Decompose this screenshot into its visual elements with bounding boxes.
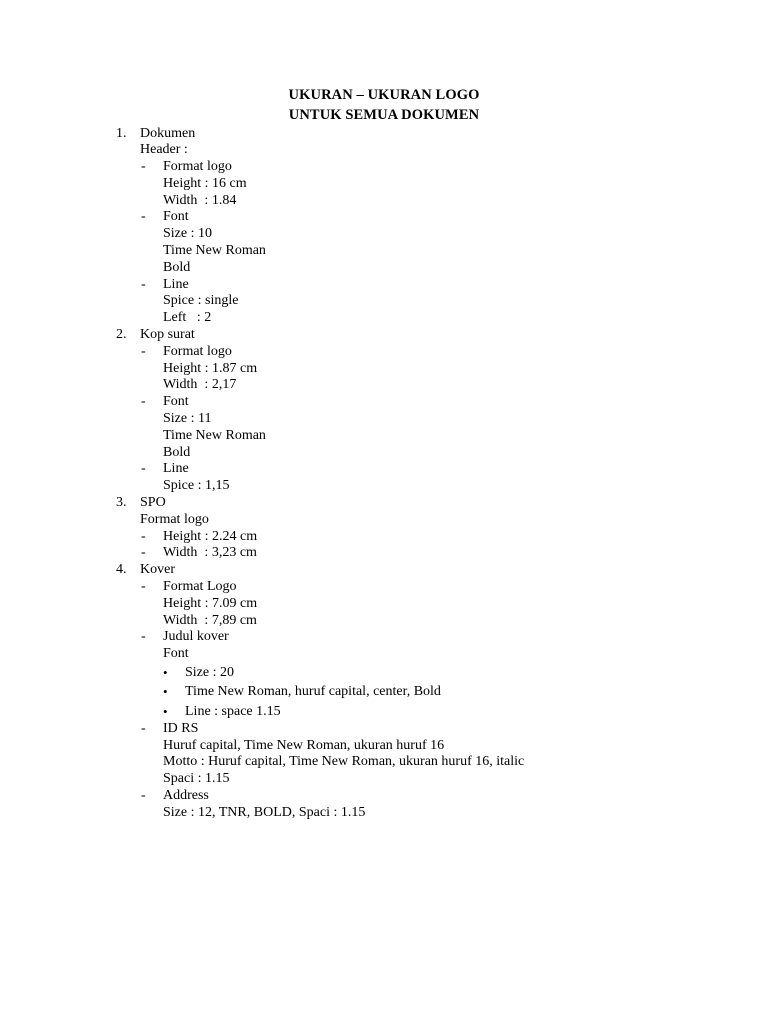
item-text: Bold xyxy=(163,444,191,460)
item-text: Size : 11 xyxy=(163,411,212,427)
sub-list-item xyxy=(0,529,768,546)
sub-list-item xyxy=(0,277,768,294)
item-text: Format logo xyxy=(163,159,232,175)
list-item xyxy=(0,512,768,529)
dash-marker: - xyxy=(141,159,146,175)
item-text: Font xyxy=(163,394,189,410)
number-marker: 1. xyxy=(116,125,127,141)
item-text: Format logo xyxy=(163,343,232,359)
sub-list-item xyxy=(0,545,768,562)
item-text: Motto : Huruf capital, Time New Roman, ukuran huruf 16, italic xyxy=(163,754,525,770)
list-item xyxy=(0,327,768,344)
item-text: Format logo xyxy=(140,511,209,527)
item-text: Huruf capital, Time New Roman, ukuran huruf 16 xyxy=(163,737,445,753)
sub-list-item xyxy=(0,579,768,596)
list-item xyxy=(0,126,768,143)
item-text: Time New Roman, huruf capital, center, Bold xyxy=(185,684,441,700)
bullet-marker: • xyxy=(163,665,168,680)
number-marker: 2. xyxy=(116,327,127,343)
sub-list-item xyxy=(0,411,768,428)
sub-list-item xyxy=(0,646,768,663)
dash-marker: - xyxy=(141,528,146,544)
sub-list-item xyxy=(0,209,768,226)
sub-list-item xyxy=(0,344,768,361)
item-text: Kover xyxy=(140,562,175,578)
bullet-item xyxy=(0,663,768,682)
item-text: Address xyxy=(163,788,209,804)
item-text: Width : 1.84 xyxy=(163,192,237,208)
item-text: Size : 20 xyxy=(185,665,234,680)
sub-list-item xyxy=(0,445,768,462)
sub-list-item xyxy=(0,361,768,378)
item-text: Height : 16 cm xyxy=(163,175,247,191)
item-text: Judul kover xyxy=(163,629,229,645)
item-text: ID RS xyxy=(163,720,199,736)
sub-list-item xyxy=(0,805,768,822)
sub-list-item xyxy=(0,721,768,738)
item-text: Spaci : 1.15 xyxy=(163,771,230,787)
dash-marker: - xyxy=(141,545,146,561)
item-text: Line xyxy=(163,276,189,292)
dash-marker: - xyxy=(141,579,146,595)
document-title-line-2: UNTUK SEMUA DOKUMEN xyxy=(288,107,480,123)
item-text: Spice : 1,15 xyxy=(163,478,230,494)
item-text: Spice : single xyxy=(163,293,239,309)
bullet-item xyxy=(0,682,768,701)
item-text: SPO xyxy=(140,495,166,511)
item-text: Height : 7.09 cm xyxy=(163,595,258,611)
sub-list-item xyxy=(0,293,768,310)
item-text: Header : xyxy=(140,142,188,158)
number-marker: 4. xyxy=(116,562,127,578)
sub-list-item xyxy=(0,788,768,805)
dash-marker: - xyxy=(141,788,146,804)
number-marker: 3. xyxy=(116,495,127,511)
sub-list-item xyxy=(0,596,768,613)
item-text: Font xyxy=(163,209,189,225)
item-text: Left : 2 xyxy=(163,310,212,326)
sub-list-item xyxy=(0,226,768,243)
sub-list-item xyxy=(0,260,768,277)
item-text: Size : 12, TNR, BOLD, Spaci : 1.15 xyxy=(163,804,366,820)
sub-list-item xyxy=(0,428,768,445)
bullet-marker: • xyxy=(163,703,168,719)
item-text: Time New Roman xyxy=(163,427,266,443)
item-text: Font xyxy=(163,646,189,662)
sub-list-item xyxy=(0,243,768,260)
item-text: Width : 2,17 xyxy=(163,377,237,393)
dash-marker: - xyxy=(141,461,146,477)
dash-marker: - xyxy=(141,209,146,225)
list-item xyxy=(0,495,768,512)
dash-marker: - xyxy=(141,343,146,359)
sub-list-item xyxy=(0,193,768,210)
sub-list-item xyxy=(0,377,768,394)
sub-list-item xyxy=(0,176,768,193)
dash-marker: - xyxy=(141,720,146,736)
bullet-item xyxy=(0,702,768,721)
item-text: Width : 7,89 cm xyxy=(163,612,257,628)
item-text: Time New Roman xyxy=(163,243,266,259)
item-text: Bold xyxy=(163,259,191,275)
sub-list-item xyxy=(0,394,768,411)
dash-marker: - xyxy=(141,629,146,645)
sub-list-item xyxy=(0,159,768,176)
sub-list-item xyxy=(0,629,768,646)
dash-marker: - xyxy=(141,276,146,292)
item-text: Size : 10 xyxy=(163,226,212,242)
list-item xyxy=(0,142,768,159)
item-text: Line : space 1.15 xyxy=(185,703,281,719)
sub-list-item xyxy=(0,478,768,495)
item-text: Height : 2.24 cm xyxy=(163,528,258,544)
document-title-line-1: UKURAN – UKURAN LOGO xyxy=(288,87,480,103)
sub-list-item xyxy=(0,738,768,755)
list-item xyxy=(0,562,768,579)
content-list xyxy=(0,126,768,822)
item-text: Line xyxy=(163,461,189,477)
sub-list-item xyxy=(0,461,768,478)
item-text: Dokumen xyxy=(140,125,196,141)
dash-marker: - xyxy=(141,394,146,410)
item-text: Format Logo xyxy=(163,579,237,595)
sub-list-item xyxy=(0,771,768,788)
bullet-marker: • xyxy=(163,684,168,700)
sub-list-item xyxy=(0,754,768,771)
item-text: Height : 1.87 cm xyxy=(163,360,258,376)
item-text: Kop surat xyxy=(140,327,195,343)
sub-list-item xyxy=(0,310,768,327)
sub-list-item xyxy=(0,613,768,630)
item-text: Width : 3,23 cm xyxy=(163,545,257,561)
